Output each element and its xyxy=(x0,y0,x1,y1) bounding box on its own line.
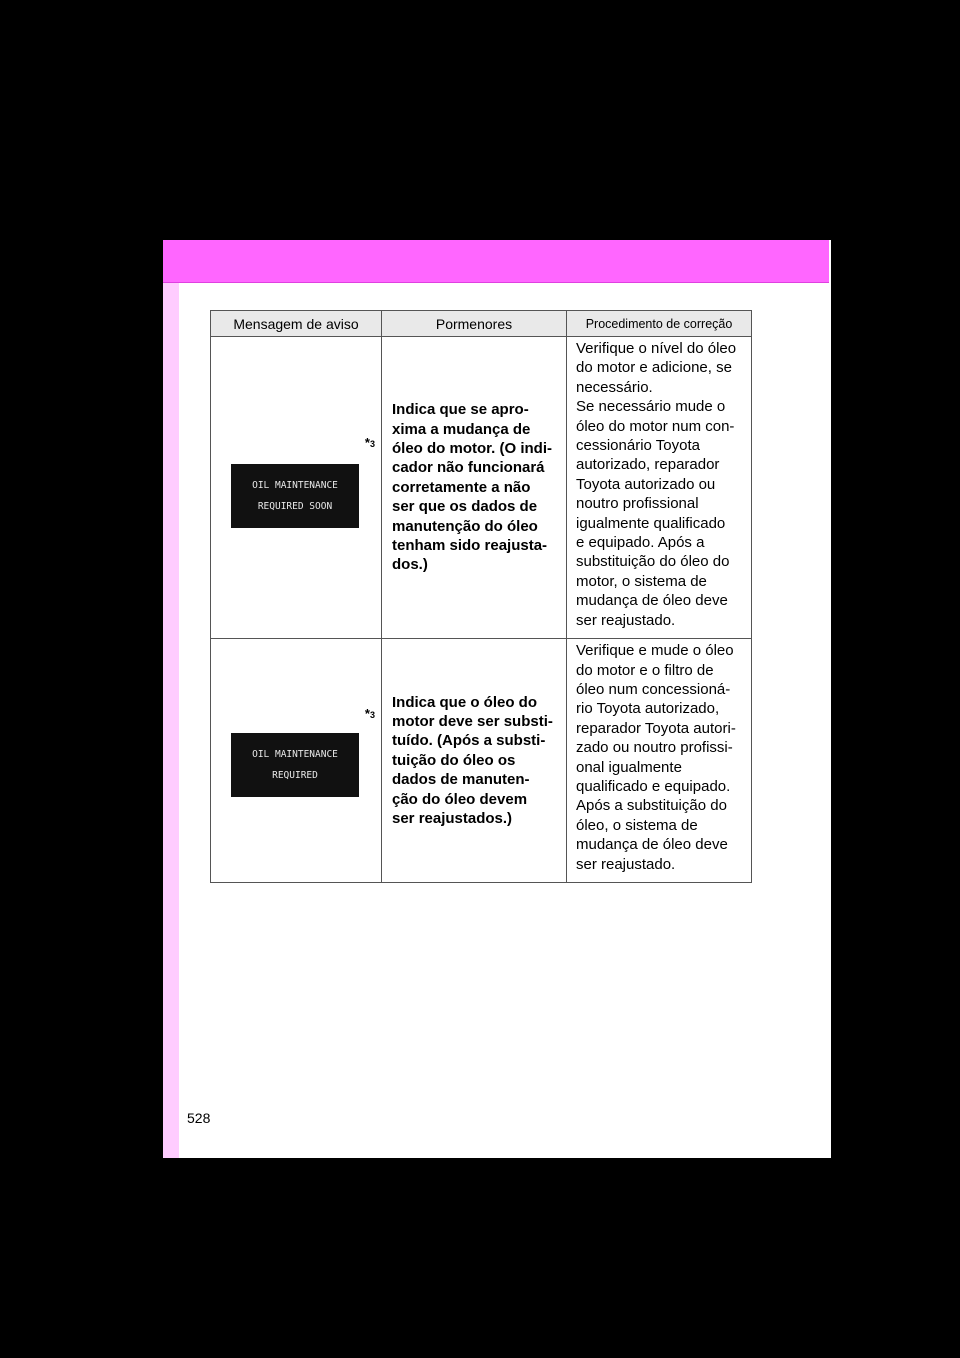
details-cell xyxy=(382,337,567,639)
correction-line: cessionário Toyota xyxy=(576,437,700,455)
details-line: tuído. (Após a substi- xyxy=(392,732,546,750)
display-line-2: REQUIRED SOON xyxy=(257,501,333,512)
correction-line: Após a substituição do xyxy=(576,797,727,815)
correction-line: Toyota autorizado ou xyxy=(576,475,716,493)
display-line-1: OIL MAINTENANCE xyxy=(252,749,338,761)
details-cell xyxy=(382,639,567,883)
details-text xyxy=(392,400,556,575)
details-line: ser que os dados de xyxy=(392,498,538,516)
table-row xyxy=(211,639,752,883)
oil-maintenance-display-image xyxy=(231,464,359,528)
correction-line: óleo num concessioná- xyxy=(576,680,731,698)
details-line: dos.) xyxy=(392,556,428,574)
correction-line: do motor e adicione, se xyxy=(576,359,732,377)
correction-line: mudança de óleo deve xyxy=(576,836,728,854)
correction-line: do motor e o filtro de xyxy=(576,661,714,679)
correction-line: mudança de óleo deve xyxy=(576,592,728,610)
details-line: ser reajustados.) xyxy=(392,810,513,828)
correction-line: autorizado, reparador xyxy=(576,456,720,474)
correction-line: reparador Toyota autori- xyxy=(576,719,736,737)
warning-message-table xyxy=(210,310,752,883)
correction-line: óleo, o sistema de xyxy=(576,816,698,834)
correction-line: e equipado. Após a xyxy=(576,534,705,552)
correction-cell xyxy=(567,337,752,639)
correction-line: ser reajustado. xyxy=(576,855,676,873)
correction-line: substituição do óleo do xyxy=(576,553,730,571)
page-header-bar xyxy=(163,240,829,283)
correction-line: zado ou noutro profissi- xyxy=(576,739,733,757)
manual-page xyxy=(163,240,831,1158)
table-header-row xyxy=(211,311,752,337)
details-line: tuição do óleo os xyxy=(392,751,516,769)
correction-line: Se necessário mude o xyxy=(576,398,726,416)
details-line: dados de manuten- xyxy=(392,771,530,789)
correction-line: rio Toyota autorizado, xyxy=(576,700,720,718)
correction-line: qualificado e equipado. xyxy=(576,777,731,795)
display-line-2: REQUIRED xyxy=(272,770,318,782)
details-line: óleo do motor. (O indi- xyxy=(392,440,552,458)
details-text xyxy=(392,693,556,829)
header-details: Pormenores xyxy=(382,311,567,337)
header-warning-message: Mensagem de aviso xyxy=(211,311,382,337)
details-line: cador não funcionará xyxy=(392,459,545,477)
correction-line: igualmente qualificado xyxy=(576,514,726,532)
footnote-marker: *3 xyxy=(364,435,375,450)
correction-line: onal igualmente xyxy=(576,758,682,776)
correction-line: óleo do motor num con- xyxy=(576,417,735,435)
details-line: manutenção do óleo xyxy=(392,517,538,535)
details-line: xima a mudança de xyxy=(392,420,531,438)
details-line: corretamente a não xyxy=(392,478,531,496)
footnote-marker: *3 xyxy=(364,706,375,722)
oil-maintenance-display-image xyxy=(231,733,359,797)
display-line-1: OIL MAINTENANCE xyxy=(252,480,338,491)
details-line: Indica que se apro- xyxy=(392,401,529,419)
correction-line: Verifique e mude o óleo xyxy=(576,642,734,660)
warning-message-cell xyxy=(211,639,382,883)
correction-line: motor, o sistema de xyxy=(576,572,707,590)
header-correction-procedure: Procedimento de correção xyxy=(567,311,752,337)
details-line: motor deve ser substi- xyxy=(392,713,553,731)
correction-cell xyxy=(567,639,752,883)
page-side-strip xyxy=(163,283,179,1158)
details-line: Indica que o óleo do xyxy=(392,693,538,711)
details-line: ção do óleo devem xyxy=(392,790,528,808)
correction-line: necessário. xyxy=(576,378,653,396)
page-number: 528 xyxy=(187,1110,211,1126)
details-line: tenham sido reajusta- xyxy=(392,537,548,555)
correction-line: Verifique o nível do óleo xyxy=(576,340,737,357)
table-row xyxy=(211,337,752,639)
correction-line: noutro profissional xyxy=(576,495,699,513)
warning-message-cell xyxy=(211,337,382,639)
correction-line: ser reajustado. xyxy=(576,611,676,629)
